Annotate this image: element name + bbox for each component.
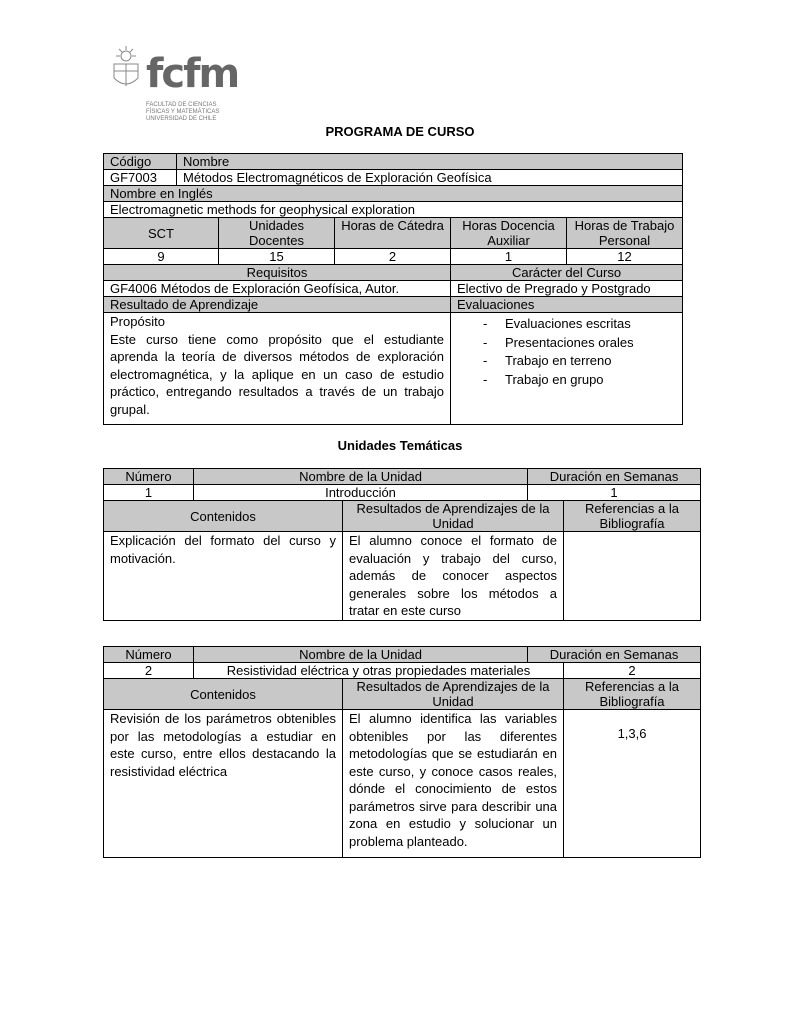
unit-referencias <box>564 532 701 621</box>
unidades-title: Unidades Temáticas <box>337 438 463 453</box>
personal-header: Horas de Trabajo Personal <box>567 218 683 249</box>
unit-resultados: El alumno identifica las variables obtenibles por las diferentes metodologías que se estudiarán en este curso, y conoce casos reales, dónde el conocimiento de estos parámetros sirve para describir una zona en estudio y solucionar un problema planteado. <box>343 710 564 858</box>
unit-table-1 <box>103 468 701 621</box>
unit-numero-header: Número <box>104 469 194 485</box>
resultados-header: Resultados de Aprendizajes de la Unidad <box>343 501 564 532</box>
contenidos-header: Contenidos <box>104 679 343 710</box>
referencias-header: Referencias a la Bibliografía <box>564 501 701 532</box>
unit-duracion: 2 <box>564 663 701 679</box>
sct-value: 9 <box>104 249 219 265</box>
page-title: PROGRAMA DE CURSO <box>325 124 475 139</box>
contenidos-header: Contenidos <box>104 501 343 532</box>
unit-nombre: Introducción <box>194 485 528 501</box>
auxiliar-value: 1 <box>451 249 567 265</box>
unit-nombre: Resistividad eléctrica y otras propiedades materiales <box>194 663 564 679</box>
nombre-ingles-label: Nombre en Inglés <box>104 186 683 202</box>
evaluaciones-cell <box>451 313 683 425</box>
caracter-value: Electivo de Pregrado y Postgrado <box>451 281 683 297</box>
proposito-cell <box>104 313 451 425</box>
unit-referencias: 1,3,6 <box>564 710 701 858</box>
course-name: Métodos Electromagnéticos de Exploración Geofísica <box>177 170 683 186</box>
proposito-text: Este curso tiene como propósito que el estudiante aprenda la teoría de diversos métodos de exploración electromagnética, y la aplique en un caso de estudio práctico, entregando resultados a través de un trabajo grupal. <box>110 331 444 417</box>
resultados-header: Resultados de Aprendizajes de la Unidad <box>343 679 564 710</box>
unit-resultados: El alumno conoce el formato de evaluación y trabajo del curso, además de conocer aspectos generales sobre los métodos a tratar en este curso <box>343 532 564 621</box>
evaluaciones-label: Evaluaciones <box>451 297 683 313</box>
unit-table-2 <box>103 646 701 858</box>
caracter-label: Carácter del Curso <box>451 265 683 281</box>
unit-duracion-header: Duración en Semanas <box>528 647 701 663</box>
catedra-value: 2 <box>335 249 451 265</box>
nombre-label: Nombre <box>177 154 683 170</box>
unit-nombre-header: Nombre de la Unidad <box>194 469 528 485</box>
course-name-english: Electromagnetic methods for geophysical exploration <box>104 202 683 218</box>
evaluacion-item: - Evaluaciones escritas <box>457 315 676 334</box>
unidades-value: 15 <box>219 249 335 265</box>
sct-header: SCT <box>104 218 219 249</box>
requisitos-value: GF4006 Métodos de Exploración Geofísica, Autor. <box>104 281 451 297</box>
proposito-label: Propósito <box>110 314 165 329</box>
unit-duracion: 1 <box>528 485 701 501</box>
unit-numero: 1 <box>104 485 194 501</box>
requisitos-label: Requisitos <box>104 265 451 281</box>
university-crest-icon <box>108 46 144 94</box>
unit-numero-header: Número <box>104 647 194 663</box>
catedra-header: Horas de Cátedra <box>335 218 451 249</box>
evaluaciones-list <box>457 315 676 389</box>
unit-numero: 2 <box>104 663 194 679</box>
referencias-header: Referencias a la Bibliografía <box>564 679 701 710</box>
personal-value: 12 <box>567 249 683 265</box>
evaluacion-item: - Trabajo en grupo <box>457 371 676 390</box>
course-info-table <box>103 153 683 425</box>
logo-wordmark: fcfm <box>146 51 239 97</box>
logo-subtitle: FACULTAD DE CIENCIAS FÍSICAS Y MATEMÁTICAS UNIVERSIDAD DE CHILE <box>146 102 220 122</box>
evaluacion-item: - Trabajo en terreno <box>457 352 676 371</box>
course-code: GF7003 <box>104 170 177 186</box>
auxiliar-header: Horas Docencia Auxiliar <box>451 218 567 249</box>
unit-duracion-header: Duración en Semanas <box>528 469 701 485</box>
unit-contenidos: Explicación del formato del curso y motivación. <box>104 532 343 621</box>
unit-nombre-header: Nombre de la Unidad <box>194 647 528 663</box>
unidades-header: Unidades Docentes <box>219 218 335 249</box>
codigo-label: Código <box>104 154 177 170</box>
fcfm-logo <box>108 44 239 126</box>
evaluacion-item: - Presentaciones orales <box>457 334 676 353</box>
unit-contenidos: Revisión de los parámetros obtenibles por las metodologías a estudiar en este curso, entre ellos destacando la resistividad eléctrica <box>104 710 343 858</box>
resultado-label: Resultado de Aprendizaje <box>104 297 451 313</box>
